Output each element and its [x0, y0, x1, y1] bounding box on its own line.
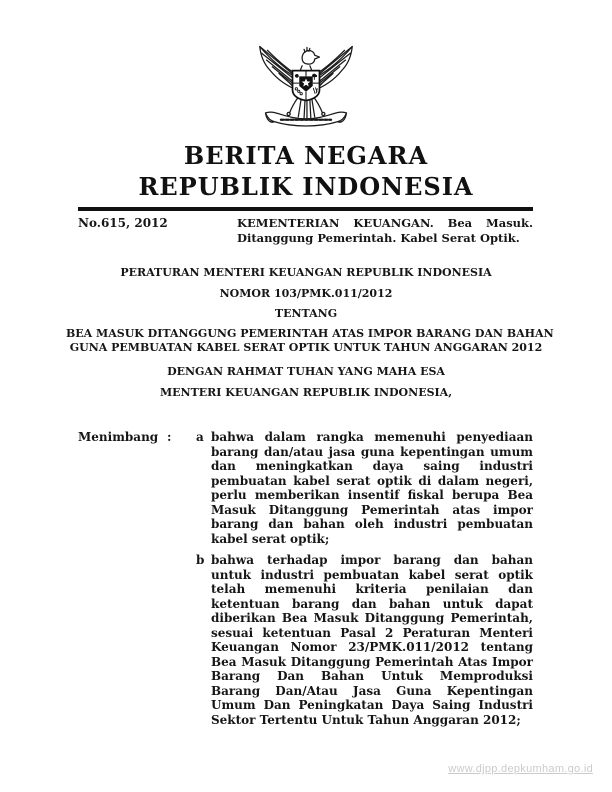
consideration-item-b: [196, 553, 533, 727]
regulation-authority: MENTERI KEUANGAN REPUBLIK INDONESIA,: [159, 386, 453, 399]
garuda-pancasila-icon: [253, 40, 359, 132]
regulation-subject-line1: BEA MASUK DITANGGUNG PEMERINTAH ATAS IMPOR BARANG DAN BAHAN: [66, 327, 554, 340]
watermark-url: www.djpp.depkumham.go.id: [448, 763, 593, 775]
masthead-rule: [78, 207, 533, 211]
consideration-item-letter: b: [196, 553, 205, 567]
regulation-invocation: DENGAN RAHMAT TUHAN YANG MAHA ESA: [167, 365, 445, 378]
consideration-item-letter: a: [196, 430, 204, 444]
masthead-title-line1: BERITA NEGARA: [183, 141, 429, 170]
masthead: [0, 140, 612, 202]
consideration-item-a: [196, 430, 533, 546]
regulation-subject-line2: GUNA PEMBUATAN KABEL SERAT OPTIK UNTUK TAHUN ANGGARAN 2012: [69, 341, 543, 354]
regulation-tentang-label: TENTANG: [274, 307, 338, 320]
regulation-number: NOMOR 103/PMK.011/2012: [219, 287, 393, 300]
consideration-item-text: bahwa terhadap impor barang dan bahan untuk industri pembuatan kabel serat optik telah memenuhi kriteria penilaian dan ketentuan barang dan bahan untuk dapat diberikan Bea Masuk Ditanggung Pemerintah, sesuai ketentuan Pasal 2 Peraturan Menteri Keuangan Nomor 23/PMK.011/2012 tentang Bea Masuk Ditanggung Pemerintah Atas Impor Barang Dan Bahan Untuk Memproduksi Barang Dan/Atau Jasa Guna Kepentingan Umum Dan Peningkatan Daya Saing Industri Sektor Tertentu Untuk Tahun Anggaran 2012;: [211, 553, 533, 727]
considerations-colon: :: [167, 430, 172, 444]
consideration-item-text: bahwa dalam rangka memenuhi penyediaan barang dan/atau jasa guna kepentingan umum dan meningkatkan daya saing industri pembuatan kabel serat optik di dalam negeri, perlu memberikan insentif fiskal berupa Bea Masuk Ditanggung Pemerintah atas impor barang dan bahan oleh industri pembuatan kabel serat optik;: [211, 430, 533, 546]
gazette-header-row: [78, 216, 533, 246]
regulation-heading: PERATURAN MENTERI KEUANGAN REPUBLIK INDONESIA: [120, 266, 492, 279]
considerations-label: Menimbang: [78, 430, 159, 444]
considerations-list: [196, 430, 533, 727]
gazette-number: No.615, 2012: [78, 216, 168, 230]
considerations-section: [78, 430, 533, 727]
gazette-subject: KEMENTERIAN KEUANGAN. Bea Masuk. Ditanggung Pemerintah. Kabel Serat Optik.: [237, 216, 533, 245]
masthead-title-line2: REPUBLIK INDONESIA: [138, 172, 474, 201]
